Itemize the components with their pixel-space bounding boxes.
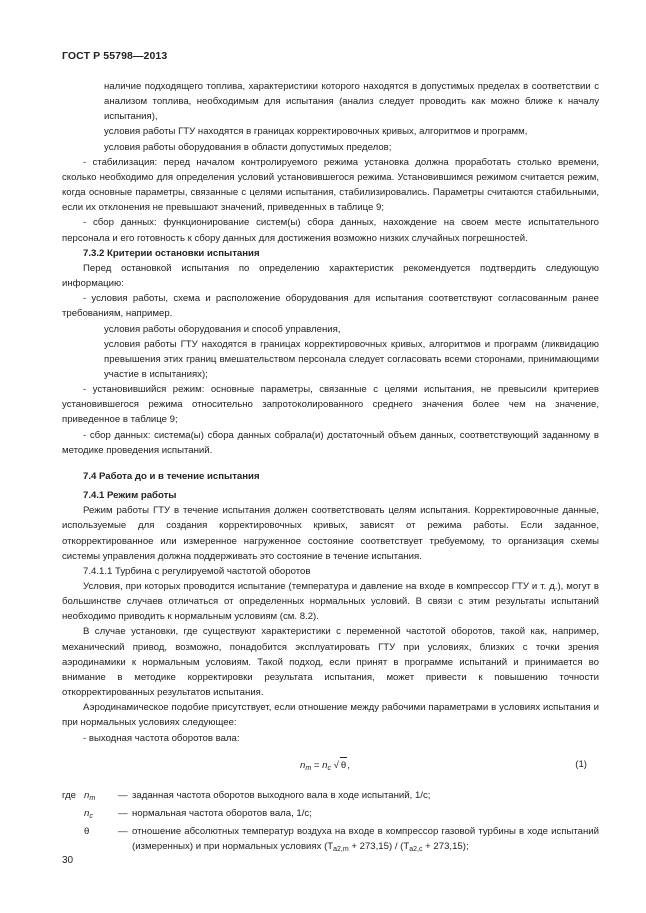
steady-state-paragraph: - установившийся режим: основные параметры, связанные с целями испытания, не превысили критериев установившегося режима относительно запротоколированного среднего значения более чем на значение, приведенное в таблице 9; (62, 384, 599, 426)
section-7-4-1-1-title: 7.4.1.1 Турбина с регулируемой частотой оборотов (83, 565, 311, 577)
where-word: где (62, 789, 77, 801)
page-number: 30 (62, 855, 74, 866)
similarity-paragraph: Аэродинамическое подобие присутствует, если отношение между рабочими параметрами в условиях испытания и при нормальных условиях следующее: (62, 702, 599, 729)
operating-mode-paragraph: Режим работы ГТУ в течение испытания должен соответствовать целям испытания. Корректировочные данные, используемые для создания корректировочных кривых, зависят от режима работы. Если заданное, откорректированное или измеренное нагруженное состояние соответствует требуемому, то организация схемы системы управления должна поддерживать это состояние в течение испытания. (62, 505, 599, 562)
stabilization-paragraph: - стабилизация: перед началом контролируемого режима установка должна проработать столько времени, сколько необходимо для определения условий установившегося режима. Установившимся режимом считается режим, когда основные параметры, связанные с целями испытания, стабилизировались. Параметры считаются стабильными, если их отклонения не превышают значений, приведенных в таблице 9; (62, 156, 599, 214)
section-7-3-2-intro: Перед остановкой испытания по определению характеристик рекомендуется подтвердить следующую информацию: (62, 262, 599, 290)
section-7-3-2-title: 7.3.2 Критерии остановки испытания (83, 247, 260, 259)
shaft-speed-bullet: - выходная частота оборотов вала: (83, 732, 240, 744)
list-item: условия работы ГТУ находятся в границах корректировочных кривых, алгоритмов и программ, (104, 126, 528, 138)
section-7-4-1-title: 7.4.1 Режим работы (83, 490, 177, 502)
list-item: условия работы ГТУ находятся в границах корректировочных кривых, алгоритмов и программ (ликвидацию превышения этих границ вмешательством персонала следует согласовать всеми сторонами, принимающими участие в испытаниях); (104, 338, 599, 380)
where-row: $n_c$ — нормальная частота оборотов вала, 1/с; (62, 806, 599, 824)
where-block (62, 788, 599, 858)
formula-number: (1) (575, 758, 587, 770)
data-sufficiency-paragraph: - сбор данных: система(ы) сбора данных собрала(и) достаточный объем данных, соответствующий заданному в методике проведения испытаний. (62, 429, 599, 456)
data-collection-paragraph: - сбор данных: функционирование систем(ы) сбора данных, нахождение на своем месте испытательного персонала и его готовность к сбору данных для достижения возможно низких случайных погрешностей. (62, 217, 599, 244)
list-item: наличие подходящего топлива, характеристики которого находятся в допустимых пределах в соответствии с анализом топлива, необходимым для испытания (анализ следует проводить как можно ближе к началу испытания), (104, 81, 599, 123)
where-row: θ — отношение абсолютных температур воздуха на входе в компрессор газовой турбины в ходе испытаний (измеренных) и при нормальных условиях $(T_{a2,m} + 273,15) / (T_{a2,c} + 273,15)$; (62, 824, 599, 857)
conditions-paragraph-2: Условия, при которых проводится испытание (температура и давление на входе в компрессор ГТУ и т. д.), могут в большинстве случаев отличаться от определенных нормальных условий. В связи с этим результаты испытаний необходимо приводить к нормальным условиям (см. 8.2). (62, 581, 599, 623)
sqrt-radicand: θ (340, 757, 347, 773)
standard-header: ГОСТ Р 55798—2013 (62, 50, 168, 62)
conditions-paragraph: - условия работы, схема и расположение оборудования для испытания соответствуют согласованным ранее требованиям, например. (62, 293, 599, 320)
list-item: условия работы оборудования в области допустимых пределов; (104, 141, 392, 153)
formula-1 (62, 754, 599, 778)
sqrt-sign: √ (333, 759, 339, 771)
where-definition: отношение абсолютных температур воздуха на входе в компрессор газовой турбины в ходе испытаний (измеренных) и при нормальных условиях $(T_{a2,m} + 273,15) / (T_{a2,c} + 273,15)$; (132, 826, 599, 854)
section-7-4-title: 7.4 Работа до и в течение испытания (83, 470, 260, 482)
where-row: где $n_m$ — заданная частота оборотов выходного вала в ходе испытаний, 1/с; (62, 788, 599, 806)
document-body (62, 79, 599, 857)
formula-expression: $n_m = n_c$ √ θ, (300, 757, 350, 776)
list-item: условия работы оборудования и способ управления, (104, 323, 341, 335)
variable-speed-paragraph: В случае установки, где существуют характеристики с переменной частотой оборотов, такой как, например, механический привод, возможно, понадобится эксплуатировать ГТУ при условиях, близких с точки зрения аэродинамики к нормальным условиям. Такой подход, если принят в программе испытаний и принимается во внимание в методике корректировки результата испытания, может привести к повышению точности откорректированных результатов испытания. (62, 626, 599, 699)
where-definition: нормальная частота оборотов вала, 1/с; (132, 807, 312, 819)
where-definition: заданная частота оборотов выходного вала в ходе испытаний, 1/с; (132, 789, 431, 801)
